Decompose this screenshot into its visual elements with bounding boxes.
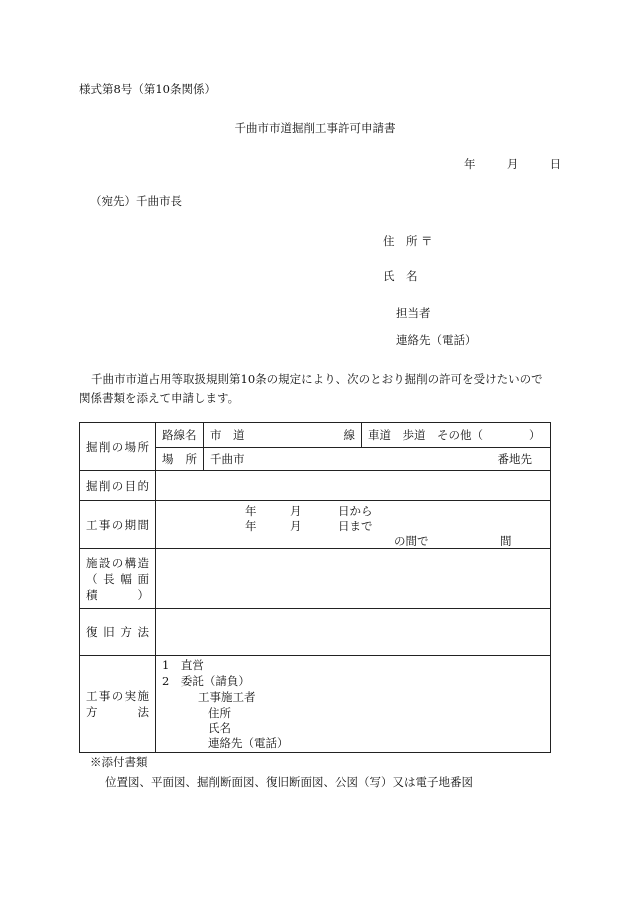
period-from-month: 月 — [290, 504, 302, 518]
application-date — [464, 156, 561, 172]
date-day: 日 — [549, 157, 562, 171]
contractor-label: 工事施工者 — [198, 690, 256, 704]
table-row-period — [80, 501, 551, 549]
applicant-address — [383, 233, 433, 249]
route-name-cell[interactable] — [204, 423, 362, 448]
period-cell[interactable] — [156, 501, 551, 549]
contractor-address: 住所 — [208, 706, 231, 720]
contractor-contact: 連絡先（電話） — [208, 736, 289, 750]
place-lot-suffix: 番地先 — [497, 452, 532, 466]
addressee: （宛先）千曲市長 — [90, 194, 182, 208]
execution-cell[interactable] — [156, 656, 551, 753]
address-label: 住 所 — [383, 234, 418, 248]
contractor-name: 氏名 — [208, 721, 231, 735]
date-year: 年 — [464, 157, 476, 171]
period-to-day: 日まで — [338, 519, 373, 533]
table-row-location-1 — [80, 423, 551, 448]
form-number: 様式第8号（第10条関係） — [79, 82, 216, 96]
contact-label: 連絡先（電話） — [396, 333, 477, 347]
period-to-month: 月 — [290, 519, 302, 533]
purpose-cell[interactable] — [156, 471, 551, 501]
table-row-restoration — [80, 609, 551, 656]
body-text: 千曲市市道占用等取扱規則第10条の規定により、次のとおり掘削の許可を受けたいので関係書類を添えて申請します。 — [79, 372, 543, 405]
period-label: 工事の期間 — [80, 501, 156, 549]
restoration-label: 復旧方法 — [80, 609, 156, 656]
period-between: の間で — [394, 534, 429, 548]
location-label: 掘削の場所 — [80, 423, 156, 471]
table-row-execution — [80, 656, 551, 753]
period-from-day: 日から — [338, 504, 373, 518]
period-from-year: 年 — [245, 504, 257, 518]
execution-label: 工事の実施方法 — [80, 656, 156, 753]
place-cell[interactable] — [204, 448, 551, 471]
structure-cell[interactable] — [156, 549, 551, 609]
attachments-heading: ※添付書類 — [90, 755, 148, 769]
applicant-name — [383, 268, 421, 284]
attachments-list: 位置図、平面図、掘削断面図、復旧断面図、公図（写）又は電子地番図 — [105, 775, 473, 789]
route-suffix: 線 — [343, 428, 355, 442]
place-label: 場 所 — [156, 448, 204, 471]
name-label: 氏 名 — [383, 269, 418, 283]
person-in-charge-label: 担当者 — [396, 306, 431, 320]
permit-table — [79, 422, 551, 753]
execution-option-contract: 2 委託（請負） — [162, 674, 250, 688]
postal-mark: 〒 — [421, 234, 433, 248]
road-category: 車道 歩道 その他（ ） — [368, 428, 541, 442]
period-to-year: 年 — [245, 519, 257, 533]
date-month: 月 — [506, 157, 519, 171]
structure-label: 施設の構造（長幅面積） — [80, 549, 156, 609]
period-duration-unit: 間 — [500, 534, 512, 548]
table-row-purpose — [80, 471, 551, 501]
route-prefix: 市 道 — [210, 428, 245, 442]
road-category-cell[interactable] — [362, 423, 551, 448]
place-city: 千曲市 — [210, 452, 245, 466]
page-title: 千曲市市道掘削工事許可申請書 — [234, 121, 396, 135]
purpose-label: 掘削の目的 — [80, 471, 156, 501]
restoration-cell[interactable] — [156, 609, 551, 656]
table-row-structure — [80, 549, 551, 609]
execution-option-direct: 1 直営 — [162, 658, 204, 672]
route-label: 路線名 — [156, 423, 204, 448]
